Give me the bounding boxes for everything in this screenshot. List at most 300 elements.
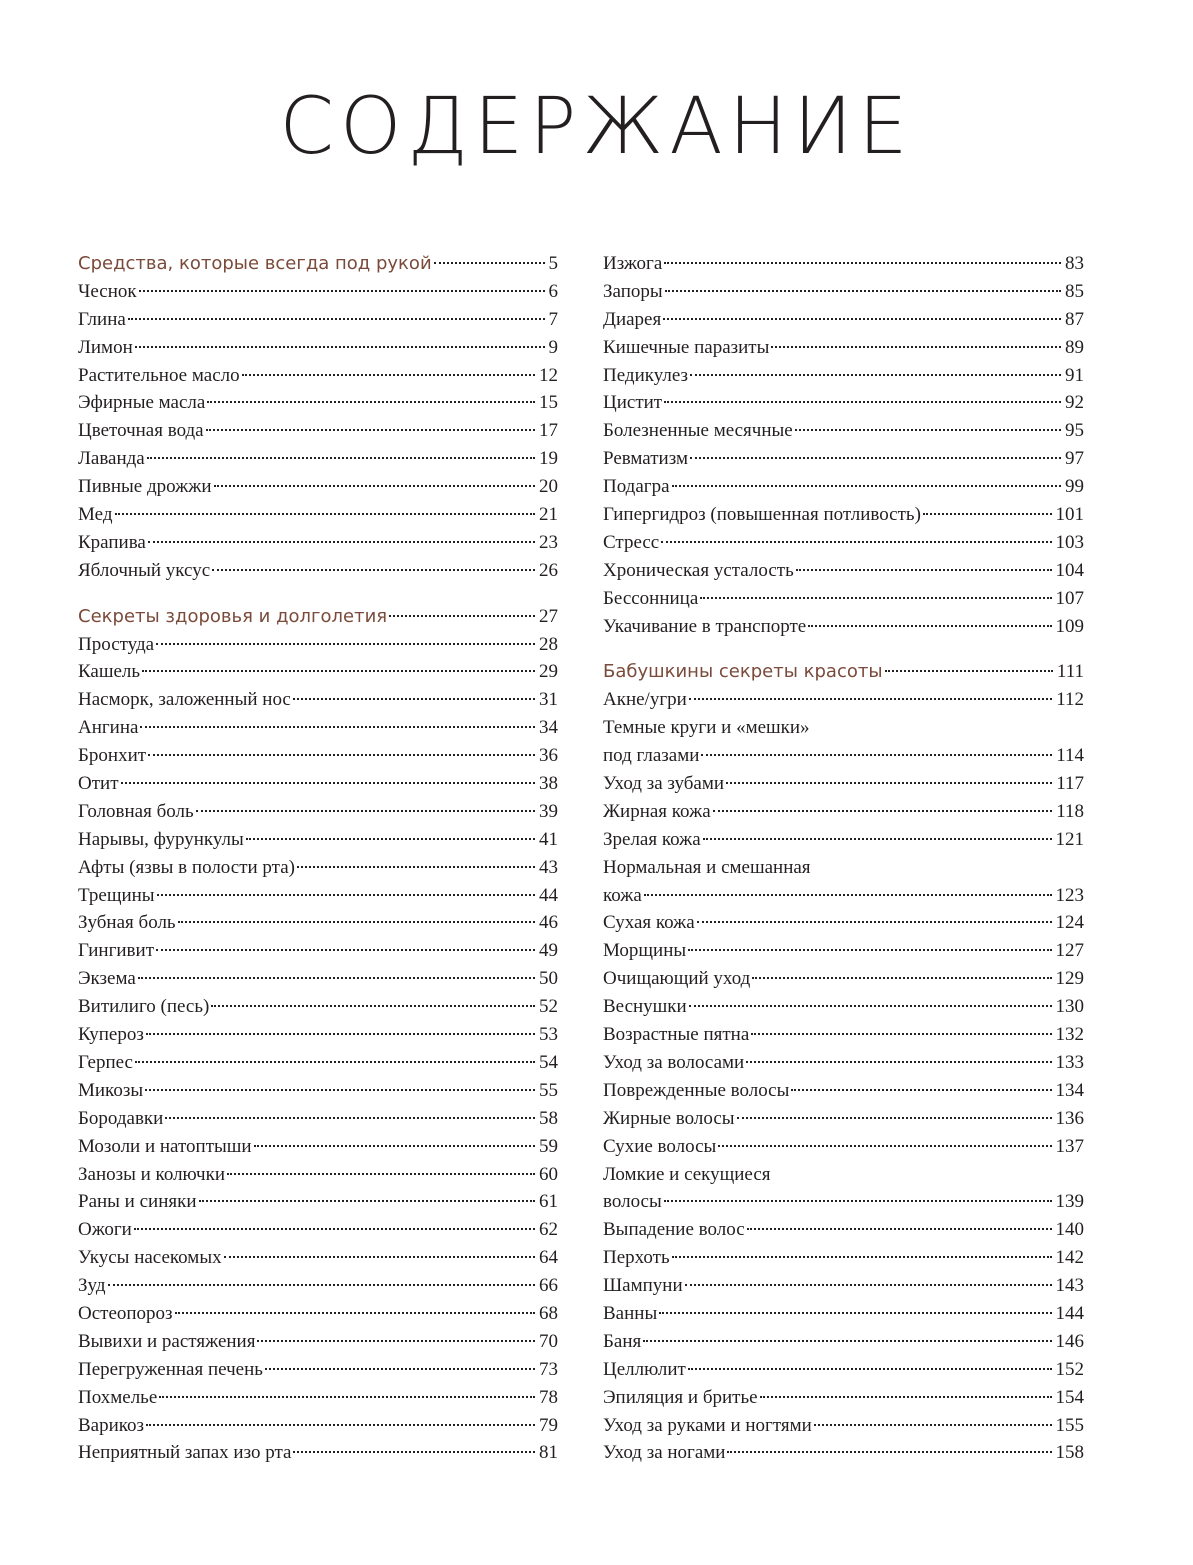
toc-entry (78, 473, 558, 501)
entry-title: Ревматизм (603, 448, 688, 470)
entry-title: Запоры (603, 280, 663, 302)
page-number: 66 (539, 1275, 558, 1297)
page-number: 137 (1055, 1135, 1084, 1157)
page-number: 27 (539, 605, 558, 627)
page-number: 73 (539, 1358, 558, 1380)
page-number: 58 (539, 1107, 558, 1129)
entry-title: Остеопороз (78, 1302, 173, 1324)
entry-title: Пивные дрожжи (78, 476, 212, 498)
page-number: 121 (1055, 828, 1084, 850)
entry-title: Эпиляция и бритье (603, 1386, 758, 1408)
entry-title: волосы (603, 1191, 662, 1213)
toc-entry (603, 1272, 1084, 1300)
entry-title: Растительное масло (78, 364, 240, 386)
entry-title: Темные круги и «мешки» (603, 717, 810, 739)
toc-entry (78, 278, 558, 306)
toc-entry (78, 306, 558, 334)
entry-title: под глазами (603, 745, 700, 767)
page-number: 79 (539, 1414, 558, 1436)
page-number: 134 (1055, 1079, 1084, 1101)
dot-leader (672, 1256, 1052, 1258)
page-number: 70 (539, 1330, 558, 1352)
entry-title: Жирная кожа (603, 800, 711, 822)
toc-entry (603, 389, 1084, 417)
dot-leader (808, 625, 1051, 627)
page-number: 29 (539, 661, 558, 683)
dot-leader (211, 1005, 535, 1007)
dot-leader (199, 1200, 535, 1202)
entry-title: Лимон (78, 336, 133, 358)
toc-entry (603, 1328, 1084, 1356)
dot-leader (156, 643, 535, 645)
dot-leader (157, 894, 535, 896)
page-number: 91 (1065, 364, 1084, 386)
page-number: 53 (539, 1024, 558, 1046)
dot-leader (146, 1033, 535, 1035)
toc-entry (603, 1439, 1084, 1467)
dot-leader (135, 1061, 535, 1063)
entry-title: Выпадение волос (603, 1219, 745, 1241)
toc-entry (603, 1077, 1084, 1105)
page-number: 95 (1065, 420, 1084, 442)
page-number: 31 (539, 689, 558, 711)
dot-leader (752, 977, 1051, 979)
toc-entry (603, 445, 1084, 473)
page-number: 97 (1065, 448, 1084, 470)
entry-title: Веснушки (603, 996, 687, 1018)
page-number: 117 (1056, 773, 1084, 795)
page-number: 50 (539, 968, 558, 990)
dot-leader (644, 894, 1052, 896)
toc-entry (78, 1384, 558, 1412)
page-number: 124 (1055, 912, 1084, 934)
toc-entry (78, 1328, 558, 1356)
toc-entry (78, 1021, 558, 1049)
page-number: 36 (539, 745, 558, 767)
dot-leader (115, 513, 536, 515)
toc-entry (78, 1412, 558, 1440)
dot-leader (206, 429, 535, 431)
section-title: Средства, которые всегда под рукой (78, 253, 432, 274)
page-number: 21 (539, 504, 558, 526)
page-number: 68 (539, 1302, 558, 1324)
page-number: 142 (1055, 1247, 1084, 1269)
entry-title: Трещины (78, 884, 155, 906)
toc-entry (78, 557, 558, 585)
toc-column-left (78, 250, 558, 1467)
entry-title: Сухие волосы (603, 1135, 717, 1157)
toc-entry (78, 909, 558, 937)
toc-entry (78, 529, 558, 557)
toc-entry (603, 742, 1084, 770)
entry-title: Очищающий уход (603, 968, 751, 990)
toc-entry (78, 1105, 558, 1133)
dot-leader (663, 318, 1061, 320)
toc-entry (603, 278, 1084, 306)
dot-leader (727, 1451, 1051, 1453)
dot-leader (665, 290, 1061, 292)
page-number: 136 (1055, 1107, 1084, 1129)
dot-leader (664, 401, 1061, 403)
page-number: 89 (1065, 336, 1084, 358)
entry-title: Укачивание в транспорте (603, 615, 807, 637)
entry-title: Морщины (603, 940, 687, 962)
dot-leader (297, 866, 535, 868)
page-number: 155 (1055, 1414, 1084, 1436)
toc-entry (78, 417, 558, 445)
dot-leader (178, 921, 535, 923)
page-number: 111 (1056, 661, 1084, 683)
toc-entry (78, 826, 558, 854)
entry-title: Целлюлит (603, 1358, 686, 1380)
dot-leader (207, 401, 535, 403)
toc-entry (603, 965, 1084, 993)
page-number: 130 (1055, 996, 1084, 1018)
toc-entry (78, 937, 558, 965)
page-number: 118 (1056, 800, 1084, 822)
dot-leader (140, 726, 535, 728)
toc-entry (78, 1216, 558, 1244)
toc-entry (78, 854, 558, 882)
section-gap (78, 585, 558, 603)
entry-title: Глина (78, 308, 126, 330)
dot-leader (685, 1284, 1052, 1286)
page-number: 152 (1055, 1358, 1084, 1380)
dot-leader (156, 949, 535, 951)
dot-leader (672, 485, 1062, 487)
dot-leader (138, 977, 535, 979)
page-number: 34 (539, 717, 558, 739)
dot-leader (246, 838, 535, 840)
entry-title: Болезненные месячные (603, 420, 793, 442)
dot-leader (142, 670, 535, 672)
toc-entry (603, 250, 1084, 278)
entry-title: Укусы насекомых (78, 1247, 222, 1269)
toc-entry (603, 613, 1084, 641)
entry-title: Бородавки (78, 1107, 164, 1129)
page-number: 59 (539, 1135, 558, 1157)
entry-title: Зрелая кожа (603, 828, 701, 850)
page-number: 28 (539, 633, 558, 655)
toc-entry (603, 334, 1084, 362)
page-number: 78 (539, 1386, 558, 1408)
dot-leader (814, 1424, 1052, 1426)
entry-title: Витилиго (песь) (78, 996, 210, 1018)
toc-entry (78, 389, 558, 417)
toc-entry (603, 686, 1084, 714)
toc-entry (78, 1356, 558, 1384)
dot-leader (661, 541, 1051, 543)
page-number: 19 (539, 448, 558, 470)
toc-entry (78, 362, 558, 390)
page-number: 85 (1065, 280, 1084, 302)
dot-leader (690, 374, 1061, 376)
entry-title: Изжога (603, 253, 663, 274)
page-number: 20 (539, 476, 558, 498)
entry-title: Уход за волосами (603, 1051, 745, 1073)
toc-entry (603, 1161, 1084, 1189)
dot-leader (659, 1312, 1051, 1314)
toc-entry (78, 445, 558, 473)
dot-leader (688, 949, 1051, 951)
toc-entry (78, 1300, 558, 1328)
section-gap (603, 640, 1084, 658)
dot-leader (159, 1396, 535, 1398)
dot-leader (664, 1200, 1052, 1202)
entry-title: Стресс (603, 531, 660, 553)
entry-title: Педикулез (603, 364, 689, 386)
entry-title: Диарея (603, 308, 662, 330)
toc-entry (603, 854, 1084, 882)
dot-leader (146, 1424, 535, 1426)
toc-entry (603, 770, 1084, 798)
dot-leader (293, 698, 535, 700)
toc-entry (78, 686, 558, 714)
toc-entry (603, 1244, 1084, 1272)
entry-title: Баня (603, 1330, 642, 1352)
toc-entry (603, 1216, 1084, 1244)
dot-leader (771, 346, 1061, 348)
toc-entry (603, 1105, 1084, 1133)
page-number: 83 (1065, 253, 1084, 274)
entry-title: Головная боль (78, 800, 194, 822)
entry-title: Мозоли и натоптыши (78, 1135, 252, 1157)
entry-title: Цистит (603, 392, 663, 414)
page-number: 39 (539, 800, 558, 822)
entry-title: Уход за ногами (603, 1442, 726, 1464)
entry-title: Неприятный запах изо рта (78, 1442, 292, 1464)
entry-title: Цветочная вода (78, 420, 204, 442)
entry-title: Возрастные пятна (603, 1024, 750, 1046)
page-number: 144 (1055, 1302, 1084, 1324)
entry-title: Нормальная и смешанная (603, 856, 811, 878)
toc-entry (603, 909, 1084, 937)
page-number: 7 (548, 308, 558, 330)
dot-leader (139, 290, 545, 292)
toc-entry (78, 501, 558, 529)
toc-entry (603, 1356, 1084, 1384)
entry-title: Жирные волосы (603, 1107, 735, 1129)
dot-leader (196, 810, 535, 812)
entry-title: Насморк, заложенный нос (78, 689, 291, 711)
page-number: 139 (1055, 1191, 1084, 1213)
toc-entry (603, 306, 1084, 334)
page-number: 12 (539, 364, 558, 386)
toc-entry (603, 1049, 1084, 1077)
dot-leader (713, 810, 1053, 812)
dot-leader (121, 782, 536, 784)
dot-leader (293, 1451, 535, 1453)
dot-leader (434, 262, 545, 264)
toc-entry (603, 1188, 1084, 1216)
dot-leader (688, 1368, 1052, 1370)
page-title: СОДЕРЖАНИЕ (279, 82, 914, 172)
entry-title: Афты (язвы в полости рта) (78, 856, 295, 878)
toc-entry (603, 473, 1084, 501)
dot-leader (746, 1061, 1051, 1063)
entry-title: Отит (78, 773, 119, 795)
section-title: Секреты здоровья и долголетия (78, 605, 388, 627)
dot-leader (760, 1396, 1052, 1398)
entry-title: Подагра (603, 476, 670, 498)
toc-section-heading (78, 250, 558, 278)
entry-title: Эфирные масла (78, 392, 206, 414)
toc-entry (603, 501, 1084, 529)
entry-title: Перхоть (603, 1247, 670, 1269)
page-number: 55 (539, 1079, 558, 1101)
page-number: 143 (1055, 1275, 1084, 1297)
entry-title: Гипергидроз (повышенная потливость) (603, 504, 921, 526)
page-number: 103 (1055, 531, 1084, 553)
page-number: 64 (539, 1247, 558, 1269)
entry-title: Уход за зубами (603, 773, 725, 795)
page-number: 41 (539, 828, 558, 850)
entry-title: Поврежденные волосы (603, 1079, 790, 1101)
dot-leader (795, 429, 1061, 431)
dot-leader (726, 782, 1052, 784)
dot-leader (214, 485, 535, 487)
toc-entry (78, 631, 558, 659)
toc-entry (78, 1161, 558, 1189)
entry-title: кожа (603, 884, 642, 906)
dot-leader (212, 569, 535, 571)
page-number: 133 (1055, 1051, 1084, 1073)
dot-leader (224, 1256, 535, 1258)
dot-leader (690, 457, 1061, 459)
page-number: 114 (1056, 745, 1084, 767)
entry-title: Зубная боль (78, 912, 176, 934)
entry-title: Акне/угри (603, 689, 687, 711)
toc-entry (78, 714, 558, 742)
dot-leader (697, 921, 1052, 923)
toc-entry (603, 362, 1084, 390)
page-number: 123 (1055, 884, 1084, 906)
page-number: 62 (539, 1219, 558, 1241)
toc-entry (603, 1133, 1084, 1161)
page-number: 154 (1055, 1386, 1084, 1408)
dot-leader (923, 513, 1052, 515)
entry-title: Ванны (603, 1302, 658, 1324)
page-number: 140 (1055, 1219, 1084, 1241)
dot-leader (689, 698, 1052, 700)
page-number: 60 (539, 1163, 558, 1185)
page-number: 99 (1065, 476, 1084, 498)
page-number: 104 (1055, 559, 1084, 581)
entry-title: Крапива (78, 531, 146, 553)
toc-column-right (603, 250, 1084, 1467)
page-number: 15 (539, 392, 558, 414)
toc-entry (603, 557, 1084, 585)
page-number: 43 (539, 856, 558, 878)
page-number: 6 (548, 280, 558, 302)
toc-entry (603, 585, 1084, 613)
page-number: 92 (1065, 392, 1084, 414)
page-number: 54 (539, 1051, 558, 1073)
dot-leader (148, 754, 535, 756)
entry-title: Яблочный уксус (78, 559, 211, 581)
toc-entry (603, 798, 1084, 826)
page-number: 46 (539, 912, 558, 934)
dot-leader (134, 1228, 535, 1230)
toc-entry (603, 417, 1084, 445)
toc-section-heading (603, 658, 1084, 686)
toc-entry (603, 1300, 1084, 1328)
page-number: 146 (1055, 1330, 1084, 1352)
entry-title: Кишечные паразиты (603, 336, 770, 358)
entry-title: Зуд (78, 1275, 106, 1297)
toc-entry (78, 1272, 558, 1300)
toc-entry (603, 937, 1084, 965)
page-number: 101 (1055, 504, 1084, 526)
toc-entry (603, 529, 1084, 557)
dot-leader (165, 1117, 535, 1119)
entry-title: Перегруженная печень (78, 1358, 263, 1380)
entry-title: Вывихи и растяжения (78, 1330, 256, 1352)
page-number: 129 (1055, 968, 1084, 990)
page-number: 127 (1055, 940, 1084, 962)
page-number: 112 (1056, 689, 1084, 711)
section-title: Бабушкины секреты красоты (603, 661, 883, 683)
toc-entry (78, 1077, 558, 1105)
entry-title: Уход за руками и ногтями (603, 1414, 812, 1436)
dot-leader (689, 1005, 1052, 1007)
entry-title: Сухая кожа (603, 912, 695, 934)
dot-leader (227, 1173, 535, 1175)
entry-title: Нарывы, фурункулы (78, 828, 244, 850)
dot-leader (747, 1228, 1052, 1230)
toc-entry (78, 1244, 558, 1272)
toc-entry (603, 1021, 1084, 1049)
dot-leader (664, 262, 1061, 264)
entry-title: Купероз (78, 1024, 144, 1046)
dot-leader (703, 838, 1052, 840)
page-number: 61 (539, 1191, 558, 1213)
entry-title: Бронхит (78, 745, 147, 767)
entry-title: Мед (78, 504, 113, 526)
page-number: 44 (539, 884, 558, 906)
entry-title: Гингивит (78, 940, 154, 962)
page-number: 132 (1055, 1024, 1084, 1046)
dot-leader (254, 1145, 535, 1147)
page-number: 38 (539, 773, 558, 795)
page-number: 81 (539, 1442, 558, 1464)
toc-entry (78, 1049, 558, 1077)
dot-leader (751, 1033, 1051, 1035)
toc-entry (78, 1188, 558, 1216)
toc-entry (78, 798, 558, 826)
dot-leader (265, 1368, 535, 1370)
entry-title: Похмелье (78, 1386, 158, 1408)
dot-leader (643, 1340, 1051, 1342)
toc-entry (78, 770, 558, 798)
entry-title: Микозы (78, 1079, 144, 1101)
dot-leader (737, 1117, 1052, 1119)
dot-leader (389, 615, 535, 617)
toc-entry (78, 882, 558, 910)
entry-title: Варикоз (78, 1414, 145, 1436)
page-number: 107 (1055, 587, 1084, 609)
page-number: 87 (1065, 308, 1084, 330)
dot-leader (718, 1145, 1051, 1147)
toc-entry (78, 334, 558, 362)
toc-entry (603, 714, 1084, 742)
entry-title: Кашель (78, 661, 141, 683)
page-number: 17 (539, 420, 558, 442)
toc-entry (603, 882, 1084, 910)
page-number: 26 (539, 559, 558, 581)
entry-title: Герпес (78, 1051, 133, 1073)
toc-entry (78, 965, 558, 993)
